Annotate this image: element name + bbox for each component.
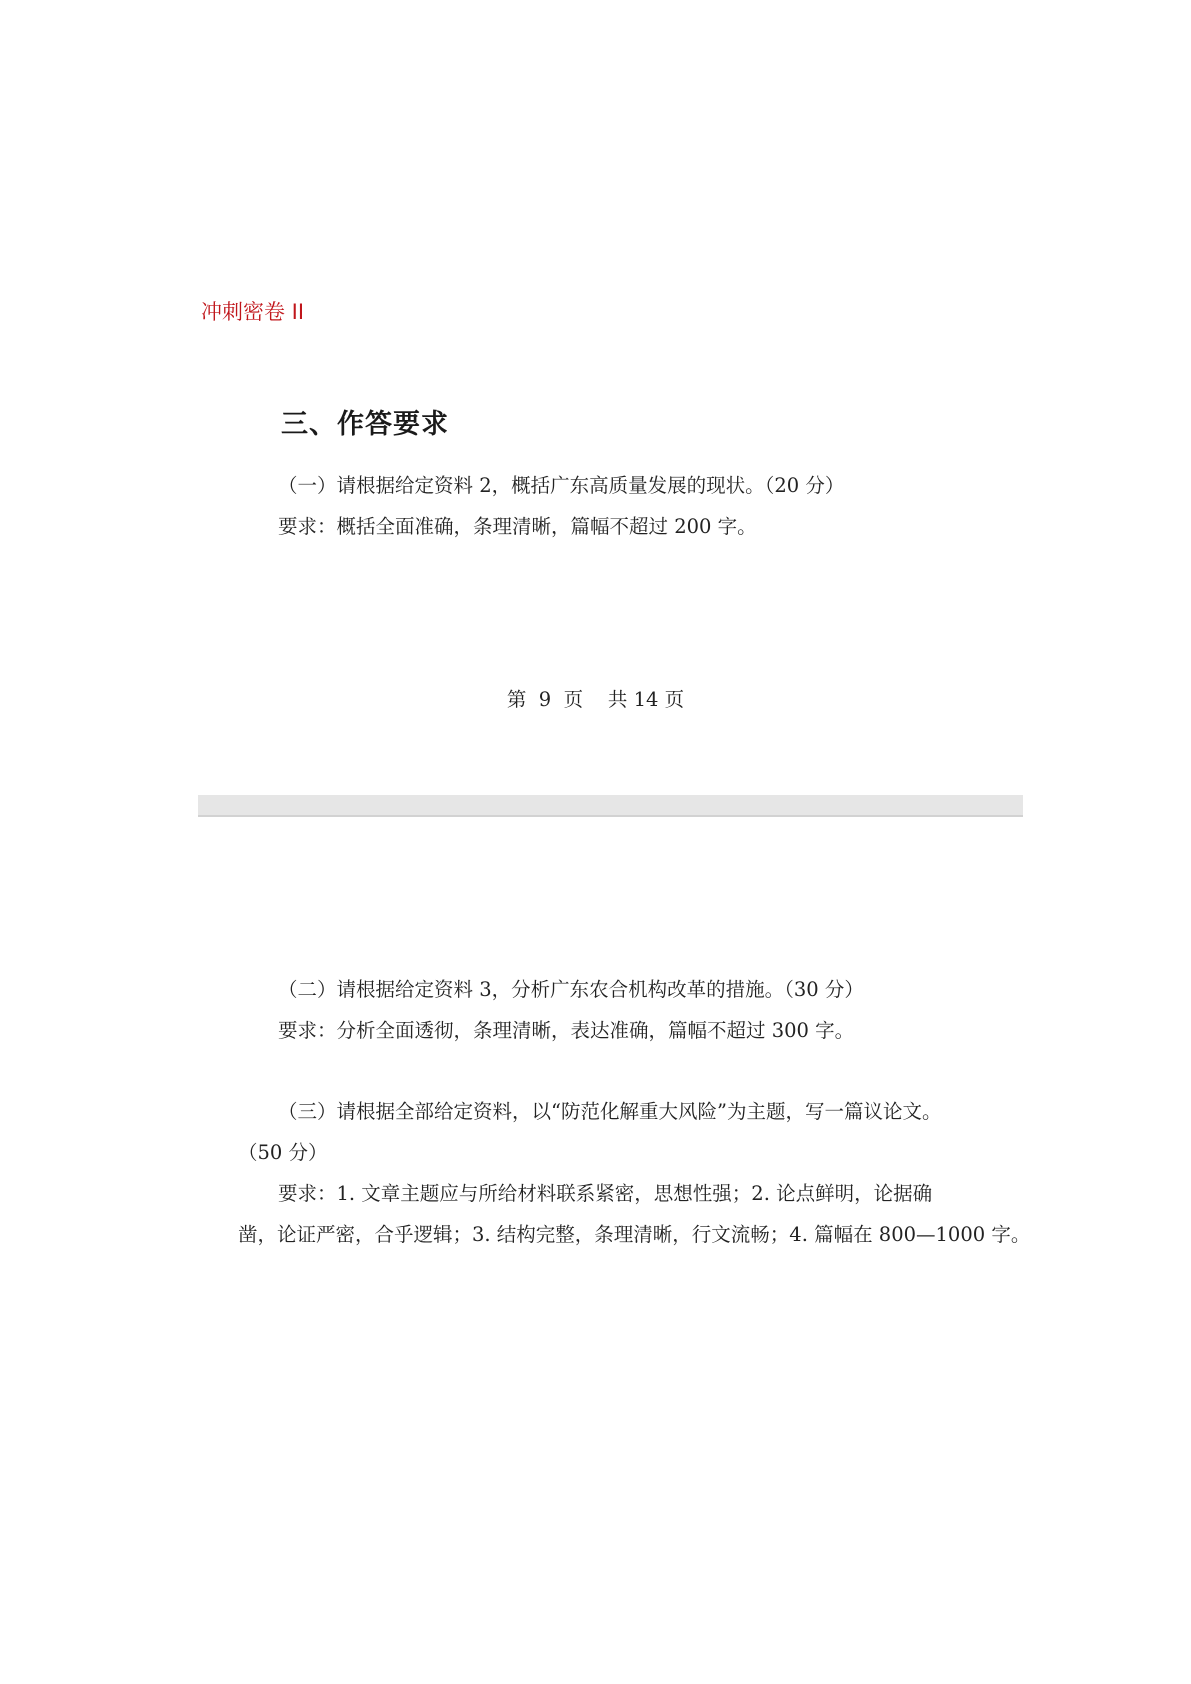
question-1-prompt: （一）请根据给定资料 2，概括广东高质量发展的现状。（20 分） [278,474,845,497]
question-2-requirement: 要求：分析全面透彻，条理清晰，表达准确，篇幅不超过 300 字。 [278,1019,855,1042]
page-footer [0,684,1191,712]
section-heading: 三、作答要求 [281,409,449,440]
question-2-prompt: （二）请根据给定资料 3，分析广东农合机构改革的措施。（30 分） [278,978,864,1001]
question-1-requirement: 要求：概括全面准确，条理清晰，篇幅不超过 200 字。 [278,515,757,538]
page-divider [198,795,1023,817]
page-number-label: 第 9 页 共 14 页 [506,688,685,711]
question-3-requirement-line2: 凿，论证严密，合乎逻辑；3. 结构完整，条理清晰，行文流畅；4. 篇幅在 800—1000 字。 [238,1223,1031,1246]
question-3-prompt-line2: （50 分） [238,1141,328,1164]
question-3-prompt-line1: （三）请根据全部给定资料，以“防范化解重大风险”为主题，写一篇议论文。 [278,1100,942,1123]
question-3-requirement-line1: 要求：1. 文章主题应与所给材料联系紧密，思想性强；2. 论点鲜明，论据确 [278,1182,933,1205]
header-tag: 冲刺密卷 II [201,300,305,324]
